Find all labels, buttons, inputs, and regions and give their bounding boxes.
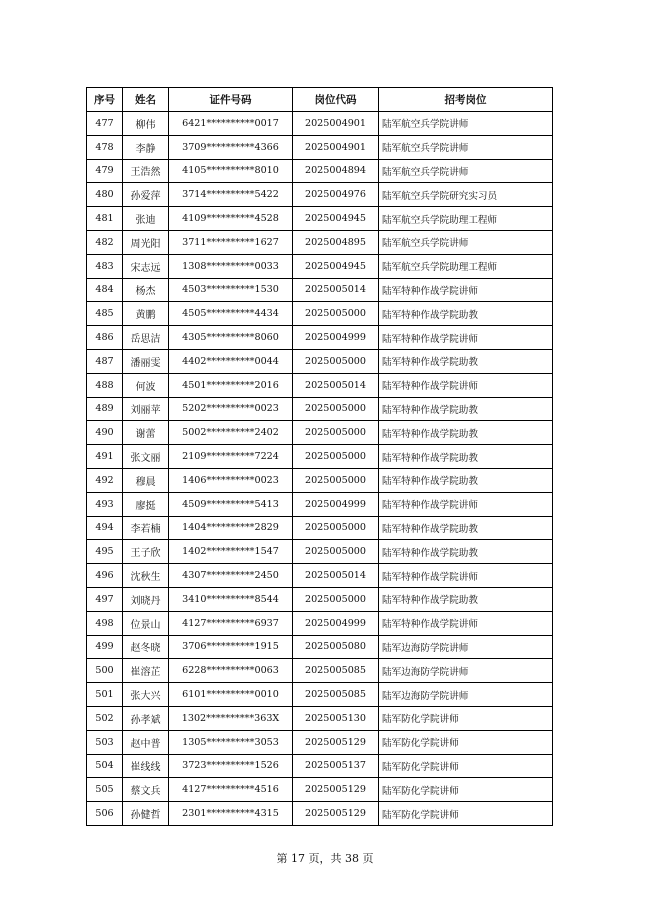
table-row [87,349,553,373]
cell-post-code: 2025005000 [293,421,379,445]
table-row [87,159,553,183]
cell-name: 刘丽苹 [123,397,169,421]
cell-id-number: 4505**********4434 [169,302,293,326]
cell-post: 陆军航空兵学院助理工程师 [379,254,553,278]
cell-no: 503 [87,730,123,754]
cell-post: 陆军特种作战学院讲师 [379,326,553,350]
table-row [87,802,553,826]
cell-post-code: 2025004901 [293,112,379,136]
cell-name: 柳伟 [123,112,169,136]
cell-post-code: 2025004999 [293,492,379,516]
cell-id-number: 5202**********0023 [169,397,293,421]
cell-name: 周光阳 [123,230,169,254]
cell-name: 赵中普 [123,730,169,754]
cell-no: 495 [87,540,123,564]
cell-name: 李静 [123,135,169,159]
table-row [87,112,553,136]
cell-name: 蔡文兵 [123,778,169,802]
cell-post-code: 2025004901 [293,135,379,159]
cell-name: 崔溶芷 [123,659,169,683]
cell-post: 陆军特种作战学院助教 [379,349,553,373]
cell-post-code: 2025005000 [293,302,379,326]
table-row [87,207,553,231]
table-row [87,564,553,588]
cell-id-number: 1402**********1547 [169,540,293,564]
cell-name: 孙爱萍 [123,183,169,207]
cell-id-number: 1305**********3053 [169,730,293,754]
table-row [87,135,553,159]
cell-no: 489 [87,397,123,421]
cell-no: 501 [87,683,123,707]
cell-post-code: 2025005130 [293,706,379,730]
header-id: 证件号码 [169,88,293,112]
cell-id-number: 6421**********0017 [169,112,293,136]
cell-id-number: 3714**********5422 [169,183,293,207]
table-row [87,397,553,421]
cell-post-code: 2025005080 [293,635,379,659]
cell-post-code: 2025005085 [293,659,379,683]
cell-no: 494 [87,516,123,540]
cell-post-code: 2025004999 [293,611,379,635]
cell-name: 黄鹏 [123,302,169,326]
cell-no: 485 [87,302,123,326]
cell-post: 陆军航空兵学院助理工程师 [379,207,553,231]
cell-name: 杨杰 [123,278,169,302]
header-post: 招考岗位 [379,88,553,112]
cell-name: 王浩然 [123,159,169,183]
table-row [87,587,553,611]
cell-no: 499 [87,635,123,659]
cell-post: 陆军特种作战学院讲师 [379,278,553,302]
cell-no: 487 [87,349,123,373]
cell-post: 陆军特种作战学院助教 [379,540,553,564]
cell-no: 497 [87,587,123,611]
cell-post: 陆军航空兵学院讲师 [379,135,553,159]
cell-id-number: 4305**********8060 [169,326,293,350]
cell-name: 宋志远 [123,254,169,278]
cell-id-number: 1404**********2829 [169,516,293,540]
cell-post-code: 2025005000 [293,540,379,564]
cell-post: 陆军航空兵学院讲师 [379,159,553,183]
cell-name: 赵冬晓 [123,635,169,659]
cell-post: 陆军特种作战学院讲师 [379,611,553,635]
cell-post-code: 2025004945 [293,207,379,231]
cell-no: 481 [87,207,123,231]
cell-post: 陆军特种作战学院助教 [379,421,553,445]
cell-name: 位景山 [123,611,169,635]
cell-id-number: 4105**********8010 [169,159,293,183]
table-row [87,683,553,707]
cell-post-code: 2025005014 [293,373,379,397]
cell-name: 崔线线 [123,754,169,778]
cell-post: 陆军防化学院讲师 [379,754,553,778]
cell-no: 493 [87,492,123,516]
cell-id-number: 4503**********1530 [169,278,293,302]
cell-id-number: 4109**********4528 [169,207,293,231]
table-row [87,254,553,278]
table-row [87,445,553,469]
cell-post-code: 2025004999 [293,326,379,350]
table-body [87,112,553,826]
table-row [87,611,553,635]
cell-no: 504 [87,754,123,778]
table-row [87,373,553,397]
cell-no: 486 [87,326,123,350]
cell-name: 张大兴 [123,683,169,707]
cell-no: 482 [87,230,123,254]
cell-id-number: 4501**********2016 [169,373,293,397]
cell-post: 陆军防化学院讲师 [379,802,553,826]
cell-post-code: 2025005014 [293,564,379,588]
page-number: 第 17 页，共 38 页 [276,852,374,865]
cell-post-code: 2025005129 [293,802,379,826]
cell-post: 陆军航空兵学院讲师 [379,230,553,254]
table-row [87,754,553,778]
table-row [87,659,553,683]
cell-name: 廖挺 [123,492,169,516]
cell-id-number: 4127**********6937 [169,611,293,635]
cell-post: 陆军边海防学院讲师 [379,635,553,659]
cell-post: 陆军航空兵学院讲师 [379,112,553,136]
cell-id-number: 4402**********0044 [169,349,293,373]
cell-id-number: 2301**********4315 [169,802,293,826]
cell-no: 484 [87,278,123,302]
cell-no: 490 [87,421,123,445]
cell-name: 岳思洁 [123,326,169,350]
cell-name: 张迪 [123,207,169,231]
cell-id-number: 4127**********4516 [169,778,293,802]
cell-post: 陆军特种作战学院讲师 [379,373,553,397]
cell-post-code: 2025004945 [293,254,379,278]
cell-name: 谢蕾 [123,421,169,445]
cell-id-number: 3723**********1526 [169,754,293,778]
cell-no: 479 [87,159,123,183]
cell-post: 陆军特种作战学院助教 [379,397,553,421]
cell-id-number: 6228**********0063 [169,659,293,683]
cell-post-code: 2025005000 [293,397,379,421]
cell-id-number: 3410**********8544 [169,587,293,611]
table-row [87,421,553,445]
table-row [87,302,553,326]
table-row [87,326,553,350]
cell-id-number: 6101**********0010 [169,683,293,707]
header-code: 岗位代码 [293,88,379,112]
cell-no: 480 [87,183,123,207]
candidate-table [86,87,553,826]
cell-name: 沈秋生 [123,564,169,588]
table-row [87,468,553,492]
cell-no: 498 [87,611,123,635]
table-row [87,706,553,730]
cell-post-code: 2025005000 [293,516,379,540]
cell-name: 孙健哲 [123,802,169,826]
cell-no: 478 [87,135,123,159]
cell-post-code: 2025005137 [293,754,379,778]
cell-post-code: 2025005014 [293,278,379,302]
cell-id-number: 3711**********1627 [169,230,293,254]
cell-post: 陆军特种作战学院讲师 [379,492,553,516]
table-row [87,278,553,302]
cell-id-number: 1308**********0033 [169,254,293,278]
cell-post: 陆军特种作战学院助教 [379,587,553,611]
cell-id-number: 4307**********2450 [169,564,293,588]
cell-post: 陆军特种作战学院助教 [379,445,553,469]
cell-post: 陆军特种作战学院助教 [379,468,553,492]
table-header [87,88,553,112]
cell-post-code: 2025004894 [293,159,379,183]
table-row [87,540,553,564]
cell-no: 502 [87,706,123,730]
cell-no: 505 [87,778,123,802]
cell-post-code: 2025005000 [293,468,379,492]
cell-id-number: 3706**********1915 [169,635,293,659]
cell-post: 陆军边海防学院讲师 [379,683,553,707]
cell-name: 王子欣 [123,540,169,564]
cell-post: 陆军防化学院讲师 [379,730,553,754]
cell-name: 潘丽雯 [123,349,169,373]
header-name: 姓名 [123,88,169,112]
cell-name: 何波 [123,373,169,397]
cell-id-number: 1406**********0023 [169,468,293,492]
cell-post: 陆军航空兵学院研究实习员 [379,183,553,207]
cell-post: 陆军特种作战学院助教 [379,302,553,326]
cell-no: 500 [87,659,123,683]
cell-name: 孙孝斌 [123,706,169,730]
cell-post-code: 2025005129 [293,730,379,754]
cell-post-code: 2025004976 [293,183,379,207]
header-no: 序号 [87,88,123,112]
table-row [87,635,553,659]
cell-post-code: 2025005000 [293,587,379,611]
cell-post: 陆军防化学院讲师 [379,778,553,802]
cell-id-number: 5002**********2402 [169,421,293,445]
cell-id-number: 2109**********7224 [169,445,293,469]
header-row [87,88,553,112]
table-row [87,730,553,754]
cell-post: 陆军特种作战学院助教 [379,516,553,540]
table-row [87,183,553,207]
cell-no: 492 [87,468,123,492]
cell-name: 张文丽 [123,445,169,469]
cell-post-code: 2025005085 [293,683,379,707]
cell-no: 491 [87,445,123,469]
cell-post-code: 2025005000 [293,445,379,469]
cell-post-code: 2025005129 [293,778,379,802]
cell-post: 陆军特种作战学院讲师 [379,564,553,588]
cell-no: 506 [87,802,123,826]
table-row [87,230,553,254]
table-row [87,778,553,802]
table-row [87,492,553,516]
table-row [87,516,553,540]
cell-name: 刘晓丹 [123,587,169,611]
cell-name: 穆晨 [123,468,169,492]
cell-no: 488 [87,373,123,397]
cell-no: 483 [87,254,123,278]
cell-no: 496 [87,564,123,588]
cell-post-code: 2025005000 [293,349,379,373]
cell-id-number: 4509**********5413 [169,492,293,516]
cell-id-number: 1302**********363X [169,706,293,730]
cell-post: 陆军防化学院讲师 [379,706,553,730]
cell-no: 477 [87,112,123,136]
cell-post-code: 2025004895 [293,230,379,254]
cell-name: 李若楠 [123,516,169,540]
cell-id-number: 3709**********4366 [169,135,293,159]
cell-post: 陆军边海防学院讲师 [379,659,553,683]
